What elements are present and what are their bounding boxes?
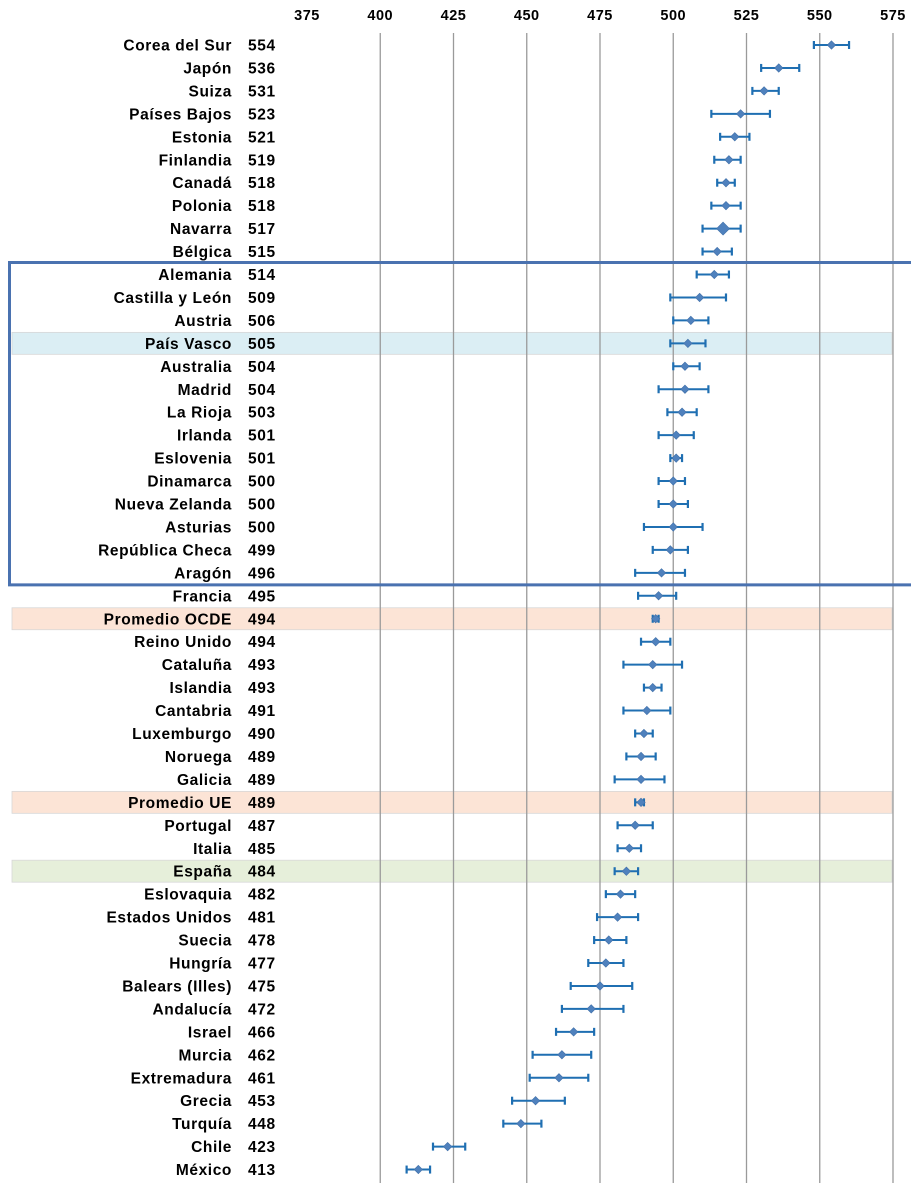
row-value: 504: [248, 381, 276, 399]
row-label: Estados Unidos: [106, 909, 232, 927]
x-tick-label: 400: [367, 8, 394, 24]
row-label: Irlanda: [176, 427, 232, 445]
row: [154, 451, 682, 468]
row: [177, 428, 694, 445]
row-value: 515: [248, 244, 276, 262]
row: [144, 887, 635, 904]
row: [106, 910, 638, 927]
data-point: [587, 1005, 595, 1013]
row-value: 506: [248, 312, 276, 330]
highlight-row: [12, 860, 892, 882]
row: [158, 267, 729, 284]
row: [155, 703, 670, 720]
row-value: 500: [248, 519, 276, 537]
row-value: 499: [248, 542, 276, 560]
row-value: 489: [248, 771, 276, 789]
data-point: [722, 201, 730, 209]
row-value: 494: [248, 611, 276, 629]
row-value: 472: [248, 1001, 276, 1019]
row-value: 496: [248, 565, 276, 583]
row-value: 500: [248, 496, 276, 514]
data-point: [722, 179, 730, 187]
row-label: Promedio UE: [128, 794, 232, 812]
row: [172, 198, 741, 215]
row: [132, 726, 653, 743]
row: [178, 1047, 591, 1064]
row-value: 448: [248, 1116, 276, 1134]
row: [164, 818, 652, 835]
row-value: 503: [248, 404, 276, 422]
row-label: Castilla y León: [113, 289, 232, 307]
row-value: 509: [248, 289, 276, 307]
row-label: República Checa: [98, 542, 232, 560]
data-point: [602, 959, 610, 967]
row-label: Japón: [183, 60, 232, 78]
row-value: 495: [248, 588, 276, 606]
x-tick-label: 425: [440, 8, 467, 24]
row-value: 491: [248, 703, 276, 721]
data-point: [643, 706, 651, 714]
row-value: 514: [248, 267, 276, 284]
row-value: 501: [248, 450, 276, 468]
x-tick-label: 500: [660, 8, 687, 24]
data-point: [760, 87, 768, 95]
row-label: Estonia: [171, 129, 232, 147]
row-label: Noruega: [164, 748, 232, 766]
row-label: Australia: [160, 358, 232, 376]
row-value: 413: [248, 1162, 276, 1180]
row: [159, 152, 741, 169]
row-value: 494: [248, 634, 276, 652]
row-label: Finlandia: [158, 152, 232, 170]
row: [180, 1093, 565, 1110]
row-value: 453: [248, 1093, 276, 1111]
row-value: 481: [248, 909, 276, 927]
data-point: [517, 1119, 525, 1127]
data-point: [649, 683, 657, 691]
row: [173, 244, 732, 261]
row: [178, 382, 709, 399]
row-label: Alemania: [158, 267, 232, 284]
row-value: 466: [248, 1024, 276, 1042]
row: [193, 841, 641, 858]
row-value: 484: [248, 863, 276, 881]
row-label: País Vasco: [144, 335, 232, 353]
row: [177, 772, 665, 789]
row: [114, 290, 726, 307]
row-value: 531: [248, 83, 276, 101]
data-point: [443, 1142, 451, 1150]
row-label: Suiza: [188, 83, 232, 101]
x-tick-label: 575: [880, 8, 906, 24]
row: [172, 129, 750, 146]
data-point: [616, 890, 624, 898]
row-label: Países Bajos: [129, 106, 232, 124]
row-value: 517: [248, 221, 276, 239]
data-point: [640, 729, 648, 737]
row-label: Corea del Sur: [123, 37, 232, 55]
row: [165, 519, 702, 536]
row-label: La Rioja: [166, 404, 232, 422]
row-label: México: [175, 1162, 232, 1180]
data-point: [681, 385, 689, 393]
row: [162, 657, 682, 674]
row-value: 461: [248, 1070, 276, 1088]
row-label: España: [173, 863, 232, 881]
data-point: [631, 821, 639, 829]
row-label: Balears (Illes): [122, 978, 232, 996]
row-value: 521: [248, 129, 276, 147]
data-point: [669, 500, 677, 508]
row-label: Canadá: [172, 175, 232, 193]
row-label: Chile: [191, 1139, 232, 1157]
data-point: [637, 775, 645, 783]
row: [153, 1001, 624, 1018]
row: [172, 1116, 541, 1133]
row-label: Luxemburgo: [132, 726, 232, 743]
data-point: [669, 477, 677, 485]
x-tick-labels: [294, 8, 906, 24]
x-tick-label: 450: [513, 8, 540, 24]
row: [167, 405, 697, 422]
row-value: 493: [248, 680, 276, 698]
row-value: 554: [248, 37, 276, 55]
data-point: [669, 523, 677, 531]
row: [173, 588, 677, 605]
data-point: [731, 133, 739, 141]
row: [134, 634, 670, 651]
row-label: Francia: [172, 588, 232, 606]
row-value: 490: [248, 726, 276, 743]
row: [131, 1070, 589, 1087]
x-tick-label: 475: [587, 8, 613, 24]
row-label: Murcia: [178, 1047, 232, 1065]
row-value: 485: [248, 840, 276, 858]
x-tick-label: 375: [294, 8, 320, 24]
row: [169, 956, 623, 973]
row: [191, 1139, 465, 1156]
row-label: Cataluña: [161, 657, 232, 675]
row: [169, 680, 661, 697]
row: [122, 978, 632, 995]
row-value: 518: [248, 175, 276, 193]
row-label: Asturias: [165, 519, 232, 537]
row-label: Eslovenia: [154, 450, 232, 468]
row-label: Andalucía: [152, 1001, 232, 1019]
row-label: Polonia: [171, 198, 232, 216]
data-point: [596, 982, 604, 990]
row-value: 477: [248, 955, 276, 973]
row: [170, 221, 741, 238]
row: [188, 1024, 594, 1041]
row-label: Promedio OCDE: [103, 611, 232, 629]
data-point: [736, 110, 744, 118]
row: [183, 60, 799, 77]
row: [115, 497, 688, 514]
data-point: [555, 1074, 563, 1082]
row: [165, 749, 656, 766]
row-value: 504: [248, 358, 276, 376]
row-label: Dinamarca: [147, 473, 232, 491]
row-label: Suecia: [178, 932, 232, 950]
data-point: [827, 41, 835, 49]
row: [178, 933, 626, 950]
row-label: Hungría: [169, 955, 232, 973]
data-point: [414, 1165, 422, 1173]
row-label: Israel: [187, 1024, 232, 1042]
row-value: 475: [248, 978, 276, 996]
row-label: Galicia: [176, 771, 232, 789]
row-label: Eslovaquia: [144, 886, 232, 904]
data-point: [613, 913, 621, 921]
data-point: [531, 1097, 539, 1105]
row: [174, 565, 685, 582]
x-tick-label: 550: [806, 8, 833, 24]
row: [147, 474, 685, 491]
row-label: Bélgica: [172, 244, 232, 262]
row-value: 518: [248, 198, 276, 216]
row-value: 423: [248, 1139, 276, 1157]
row-label: Portugal: [164, 817, 232, 835]
row-value: 501: [248, 427, 276, 445]
data-point: [637, 752, 645, 760]
row-label: Austria: [174, 312, 232, 330]
row-value: 505: [248, 335, 276, 353]
row-label: Aragón: [174, 565, 232, 583]
row: [160, 359, 699, 376]
row-value: 536: [248, 60, 276, 78]
row: [123, 38, 849, 55]
row-value: 462: [248, 1047, 276, 1065]
row-value: 487: [248, 817, 276, 835]
row-value: 489: [248, 794, 276, 812]
row-label: Grecia: [180, 1093, 232, 1111]
data-point: [775, 64, 783, 72]
row: [176, 1162, 430, 1179]
data-point: [695, 293, 703, 301]
data-point: [605, 936, 613, 944]
row-value: 478: [248, 932, 276, 950]
row-value: 489: [248, 748, 276, 766]
row-label: Cantabria: [155, 703, 232, 721]
row-label: Italia: [193, 840, 232, 858]
x-tick-label: 525: [733, 8, 760, 24]
data-point: [681, 362, 689, 370]
data-point: [558, 1051, 566, 1059]
row-label: Islandia: [169, 680, 232, 698]
row-label: Reino Unido: [134, 634, 232, 652]
data-point: [657, 569, 665, 577]
row-value: 500: [248, 473, 276, 491]
data-point: [713, 247, 721, 255]
row-value: 523: [248, 106, 276, 124]
row-label: Extremadura: [130, 1070, 232, 1088]
data-point: [625, 844, 633, 852]
data-point: [651, 638, 659, 646]
row-label: Madrid: [177, 381, 232, 399]
group-box-outline: [10, 263, 911, 585]
data-point: [710, 270, 718, 278]
data-point: [717, 222, 730, 235]
row-label: Navarra: [170, 221, 232, 239]
row-value: 482: [248, 886, 276, 904]
row: [174, 313, 708, 330]
row-value: 519: [248, 152, 276, 170]
data-point: [649, 660, 657, 668]
data-point: [654, 592, 662, 600]
row: [189, 83, 779, 100]
row-label: Nueva Zelanda: [114, 496, 232, 514]
row-value: 493: [248, 657, 276, 675]
row-label: Turquía: [172, 1116, 232, 1134]
group-box: [10, 263, 911, 585]
data-point: [687, 316, 695, 324]
data-point: [569, 1028, 577, 1036]
data-point: [678, 408, 686, 416]
data-point: [725, 156, 733, 164]
